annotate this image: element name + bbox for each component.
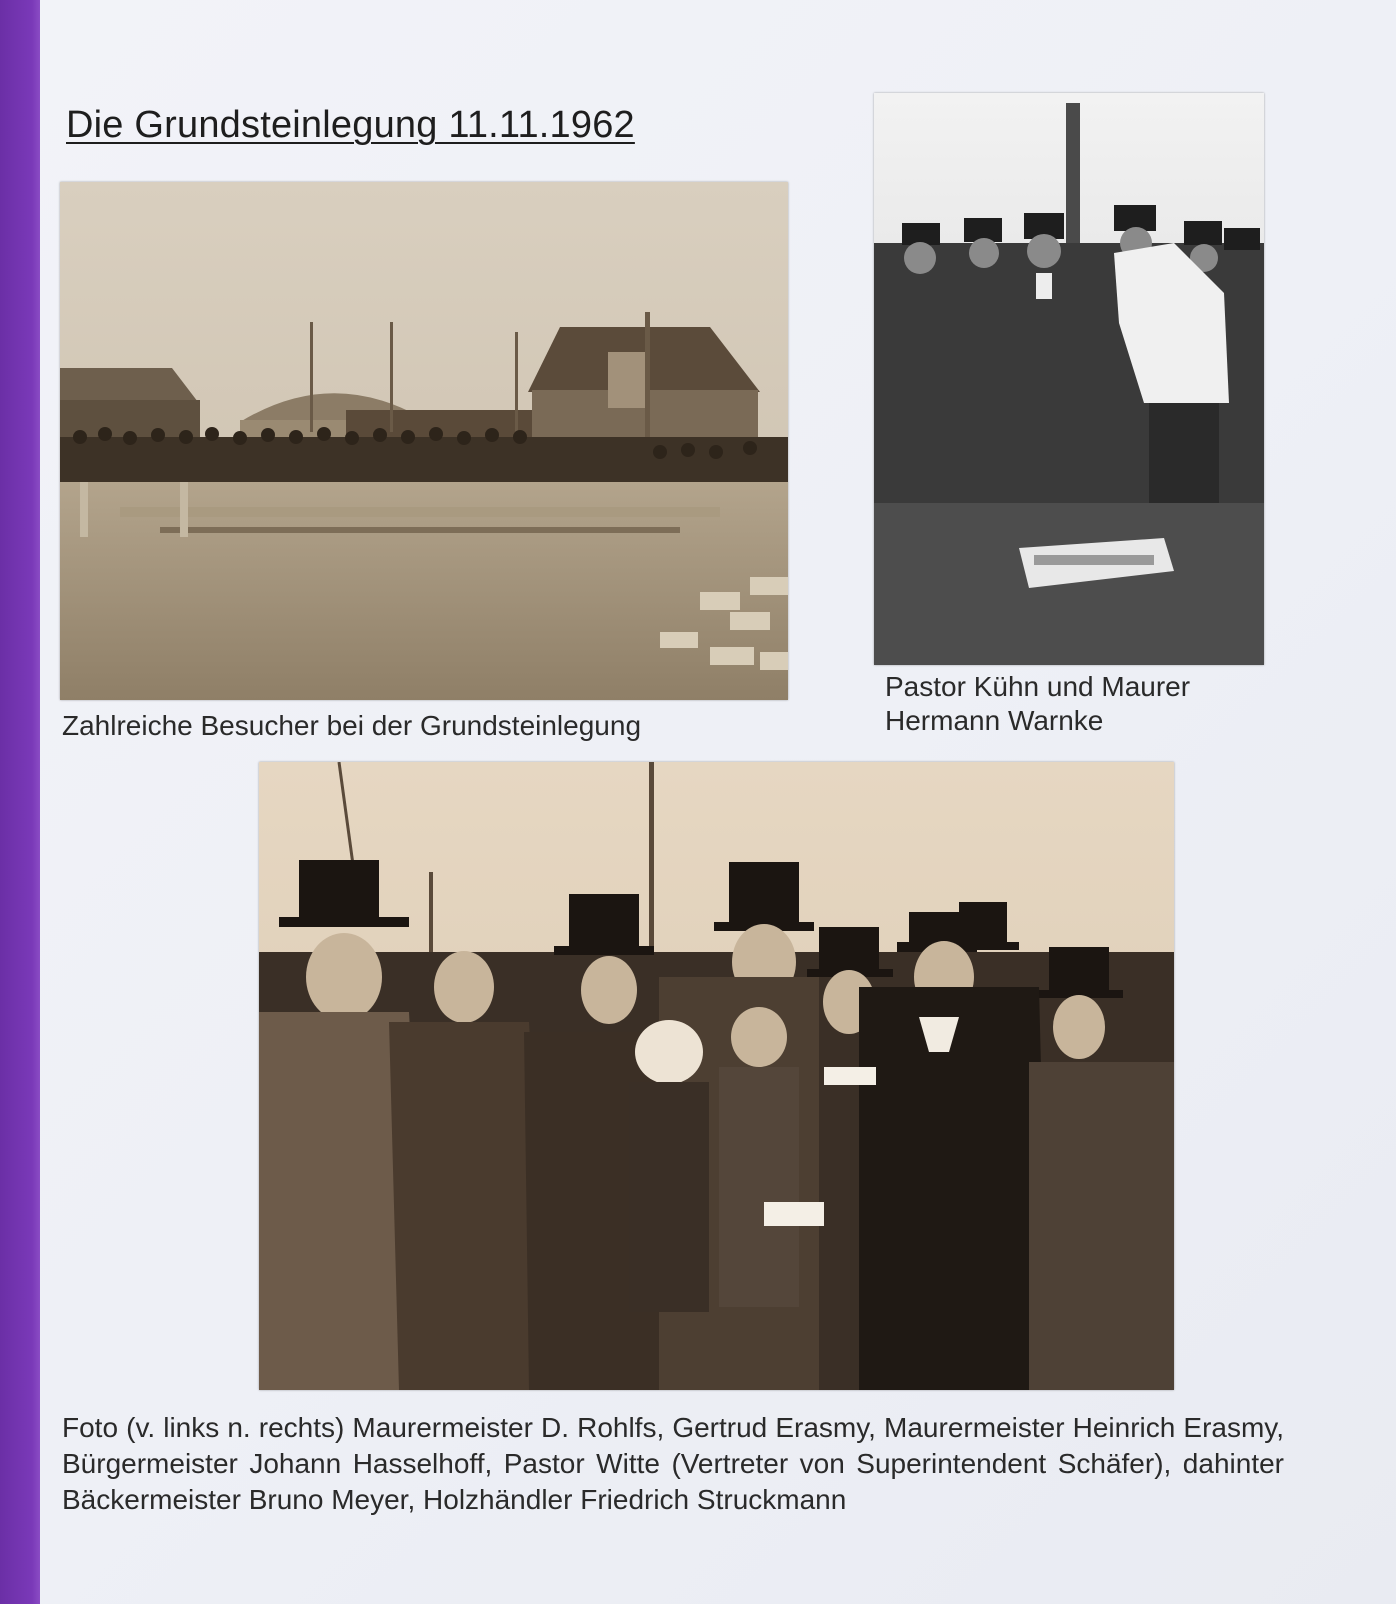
page-title: Die Grundsteinlegung 11.11.1962 <box>66 104 635 146</box>
photo-group-ceremony <box>259 762 1174 1390</box>
photo-pastor-and-mason <box>874 93 1264 665</box>
caption-pastor-and-mason: Pastor Kühn und Maurer Hermann Warnke <box>885 671 1191 736</box>
caption-group-ceremony: Foto (v. links n. rechts) Maurermeister D. Rohlfs, Gertrud Erasmy, Maurermeister Heinrich Erasmy, Bürgermeister Johann Hasselhoff, Pastor Witte (Vertreter von Superintendent Schäfer), dahinter Bäckermeister Bruno Meyer, Holzhändler Friedrich Struckmann <box>62 1412 1284 1515</box>
binder-edge <box>0 0 40 1604</box>
photo-construction-site <box>60 182 788 700</box>
caption-construction-site: Zahlreiche Besucher bei der Grundsteinlegung <box>62 710 642 741</box>
